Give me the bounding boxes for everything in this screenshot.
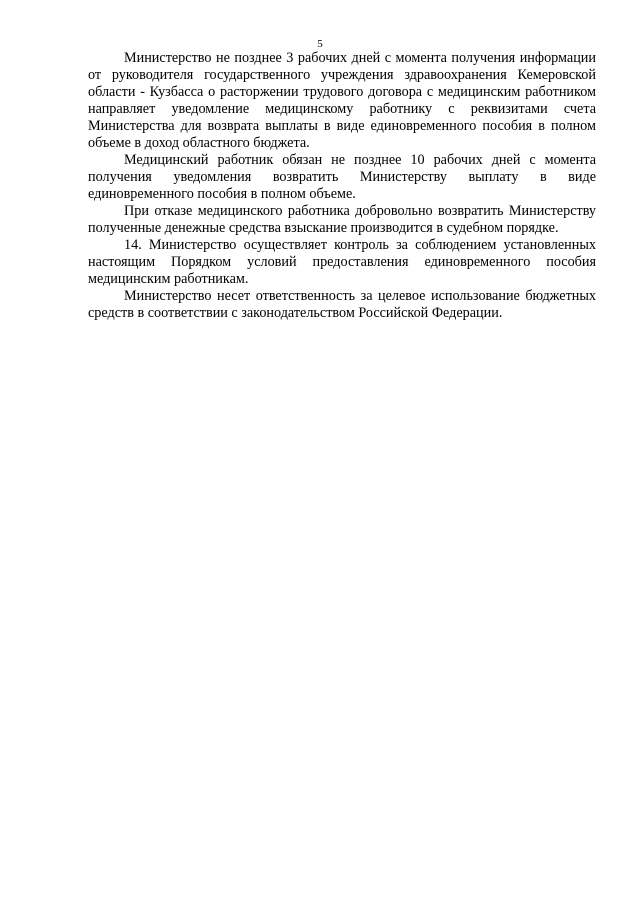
page-number: 5 <box>317 38 323 50</box>
paragraph-refund-deadline: Медицинский работник обязан не позднее 10 рабочих дней с момента получения уведомления возвратить Министерству выплату в виде единовременного пособия в полном объеме. <box>88 152 596 202</box>
paragraph-responsibility: Министерство несет ответственность за целевое использование бюджетных средств в соответствии с законодательством Российской Федерации. <box>88 288 596 321</box>
document-body <box>88 50 596 322</box>
paragraph-item-14-control: 14. Министерство осуществляет контроль за соблюдением установленных настоящим Порядком условий предоставления единовременного пособия медицинским работникам. <box>88 237 596 287</box>
paragraph-refund-notice: Министерство не позднее 3 рабочих дней с момента получения информации от руководителя государственного учреждения здравоохранения Кемеровской области - Кузбасса о расторжении трудового договора с медицинским работником направляет уведомление медицинскому работнику с реквизитами счета Министерства для возврата выплаты в виде единовременного пособия в полном объеме в доход областного бюджета. <box>88 50 596 151</box>
paragraph-court-recovery: При отказе медицинского работника добровольно возвратить Министерству полученные денежные средства взыскание производится в судебном порядке. <box>88 203 596 236</box>
